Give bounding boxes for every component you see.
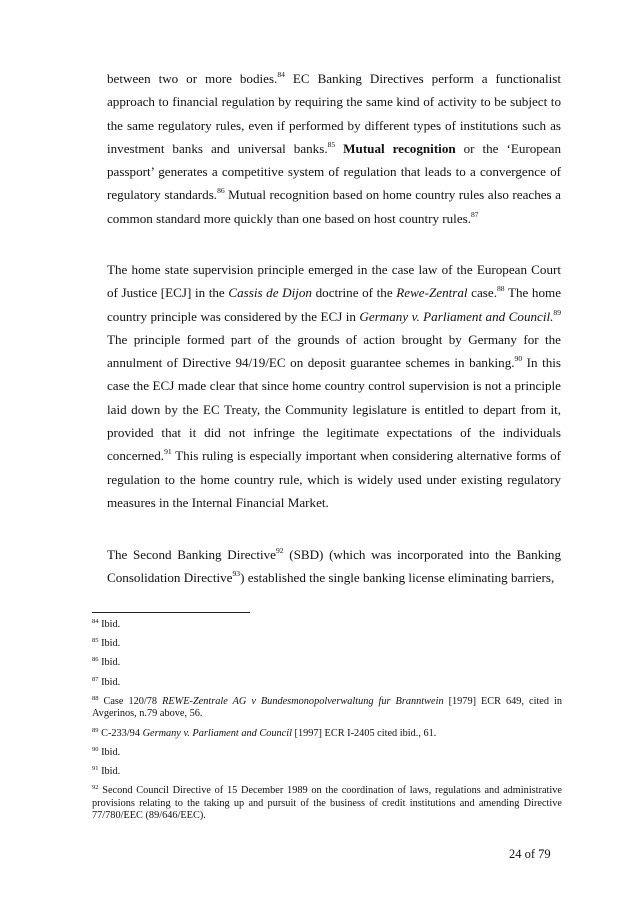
footnote-89 xyxy=(92,728,562,741)
text: (SBD) (which was incorporated into the Banking Consolidation Directive xyxy=(107,547,561,586)
footnote-number: 88 xyxy=(92,694,99,702)
bold-term: Mutual recognition xyxy=(343,140,456,156)
footnote-ref-86[interactable]: 86 xyxy=(217,186,225,196)
text: This ruling is especially important when considering alternative forms of regulation to the home country rule, which is widely used under existing regulatory measures in the Internal Financial Market. xyxy=(107,448,561,510)
footnote-ref-87[interactable]: 87 xyxy=(471,209,479,219)
footnote-text: Ibid. xyxy=(98,638,121,650)
footnote-separator xyxy=(92,612,250,613)
text: In this case the ECJ made clear that since home country control supervision is not a principle laid down by the EC Treaty, the Community legislature is entitled to depart from it, provided that it did not infringe the legitimate expectations of the individuals concerned. xyxy=(107,355,561,464)
text: The home country principle was considered by the ECJ in xyxy=(107,285,562,324)
footnote-92 xyxy=(92,785,562,823)
footnote-number: 84 xyxy=(92,618,99,625)
text: ) established the single banking license eliminating barriers, xyxy=(240,570,555,586)
text: EC Banking Directives perform a functionalist approach to financial regulation by requiring the same kind of activity to be subject to the same regulatory rules, even if performed by different types of institutions such as investment banks and universal banks. xyxy=(107,71,561,156)
italic-case-name: Germany v. Parliament and Council. xyxy=(359,308,554,324)
footnote-text: Ibid. xyxy=(98,746,121,758)
footnote-text: Ibid. xyxy=(98,765,121,777)
footnote-text: [1997] ECR I-2405 cited ibid., 61. xyxy=(291,727,437,739)
footnote-ref-93[interactable]: 93 xyxy=(232,569,241,579)
footnote-ref-91[interactable]: 91 xyxy=(164,447,172,457)
text: doctrine of the xyxy=(311,285,397,301)
footnote-90 xyxy=(92,747,562,760)
footnote-84 xyxy=(92,619,562,632)
italic-case-name: Cassis de Dijon xyxy=(228,285,312,301)
text: The principle formed part of the grounds of action brought by Germany for the annulment of Directive 94/19/EC on deposit guarantee schemes in banking. xyxy=(107,331,561,371)
footnote-number: 89 xyxy=(92,726,99,734)
footnotes xyxy=(92,619,562,829)
text: or the ‘European passport’ generates a competitive system of regulation that leads to a convergence of regulatory standards. xyxy=(107,140,561,203)
footnote-text: Ibid. xyxy=(98,619,121,630)
paragraph-second-banking-directive xyxy=(107,543,561,590)
footnote-text: Second Council Directive of 15 December 1989 on the coordination of laws, regulations and administrative provisions relating to the taking up and pursuit of the business of credit institutions and amending Directive 77/780/EEC (89/646/EEC). xyxy=(92,785,562,822)
paragraph-functionalist-approach xyxy=(107,67,561,230)
footnote-number: 92 xyxy=(92,784,99,792)
footnote-text: Ibid. xyxy=(98,676,121,688)
footnote-number: 85 xyxy=(92,637,99,645)
footnote-ref-84[interactable]: 84 xyxy=(277,70,285,79)
footnote-88 xyxy=(92,696,562,721)
footnote-91 xyxy=(92,766,562,779)
footnote-number: 87 xyxy=(92,675,99,683)
footnote-text: [1979] ECR 649, cited in Avgerinos, n.79 above, 56. xyxy=(92,695,563,720)
text: case. xyxy=(467,285,497,301)
footnote-text: Case 120/78 xyxy=(98,695,163,707)
text: Mutual recognition based on home country rules also reaches a common standard more quickly than one based on host country rules. xyxy=(107,187,561,226)
footnote-text: Ibid. xyxy=(98,657,121,669)
footnote-87 xyxy=(92,677,562,690)
footnote-number: 90 xyxy=(92,745,99,753)
footnote-ref-88[interactable]: 88 xyxy=(496,284,505,294)
italic-case-name: Rewe-Zentral xyxy=(396,285,468,301)
paragraph-home-state-principle xyxy=(107,258,561,514)
text: The home state supervision principle emerged in the case law of the European Court of Justice [ECJ] in the xyxy=(107,262,561,301)
footnote-ref-89[interactable]: 89 xyxy=(553,307,561,317)
footnote-ref-90[interactable]: 90 xyxy=(514,354,523,364)
text: The Second Banking Directive xyxy=(107,547,276,562)
footnote-number: 86 xyxy=(92,656,99,664)
footnote-85 xyxy=(92,638,562,651)
footnote-text: C-233/94 xyxy=(98,727,143,739)
text: between two or more bodies. xyxy=(107,71,278,86)
footnote-ref-85[interactable]: 85 xyxy=(327,139,336,149)
footnote-case-name: Germany v. Parliament and Council xyxy=(142,727,292,739)
footnote-86 xyxy=(92,657,562,670)
footnote-case-name: REWE-Zentrale AG v Bundesmonopolverwaltung fur Branntwein xyxy=(162,695,444,707)
page-number: 24 of 79 xyxy=(509,847,551,861)
footnote-ref-92[interactable]: 92 xyxy=(275,546,284,555)
footnote-number: 91 xyxy=(92,764,99,772)
